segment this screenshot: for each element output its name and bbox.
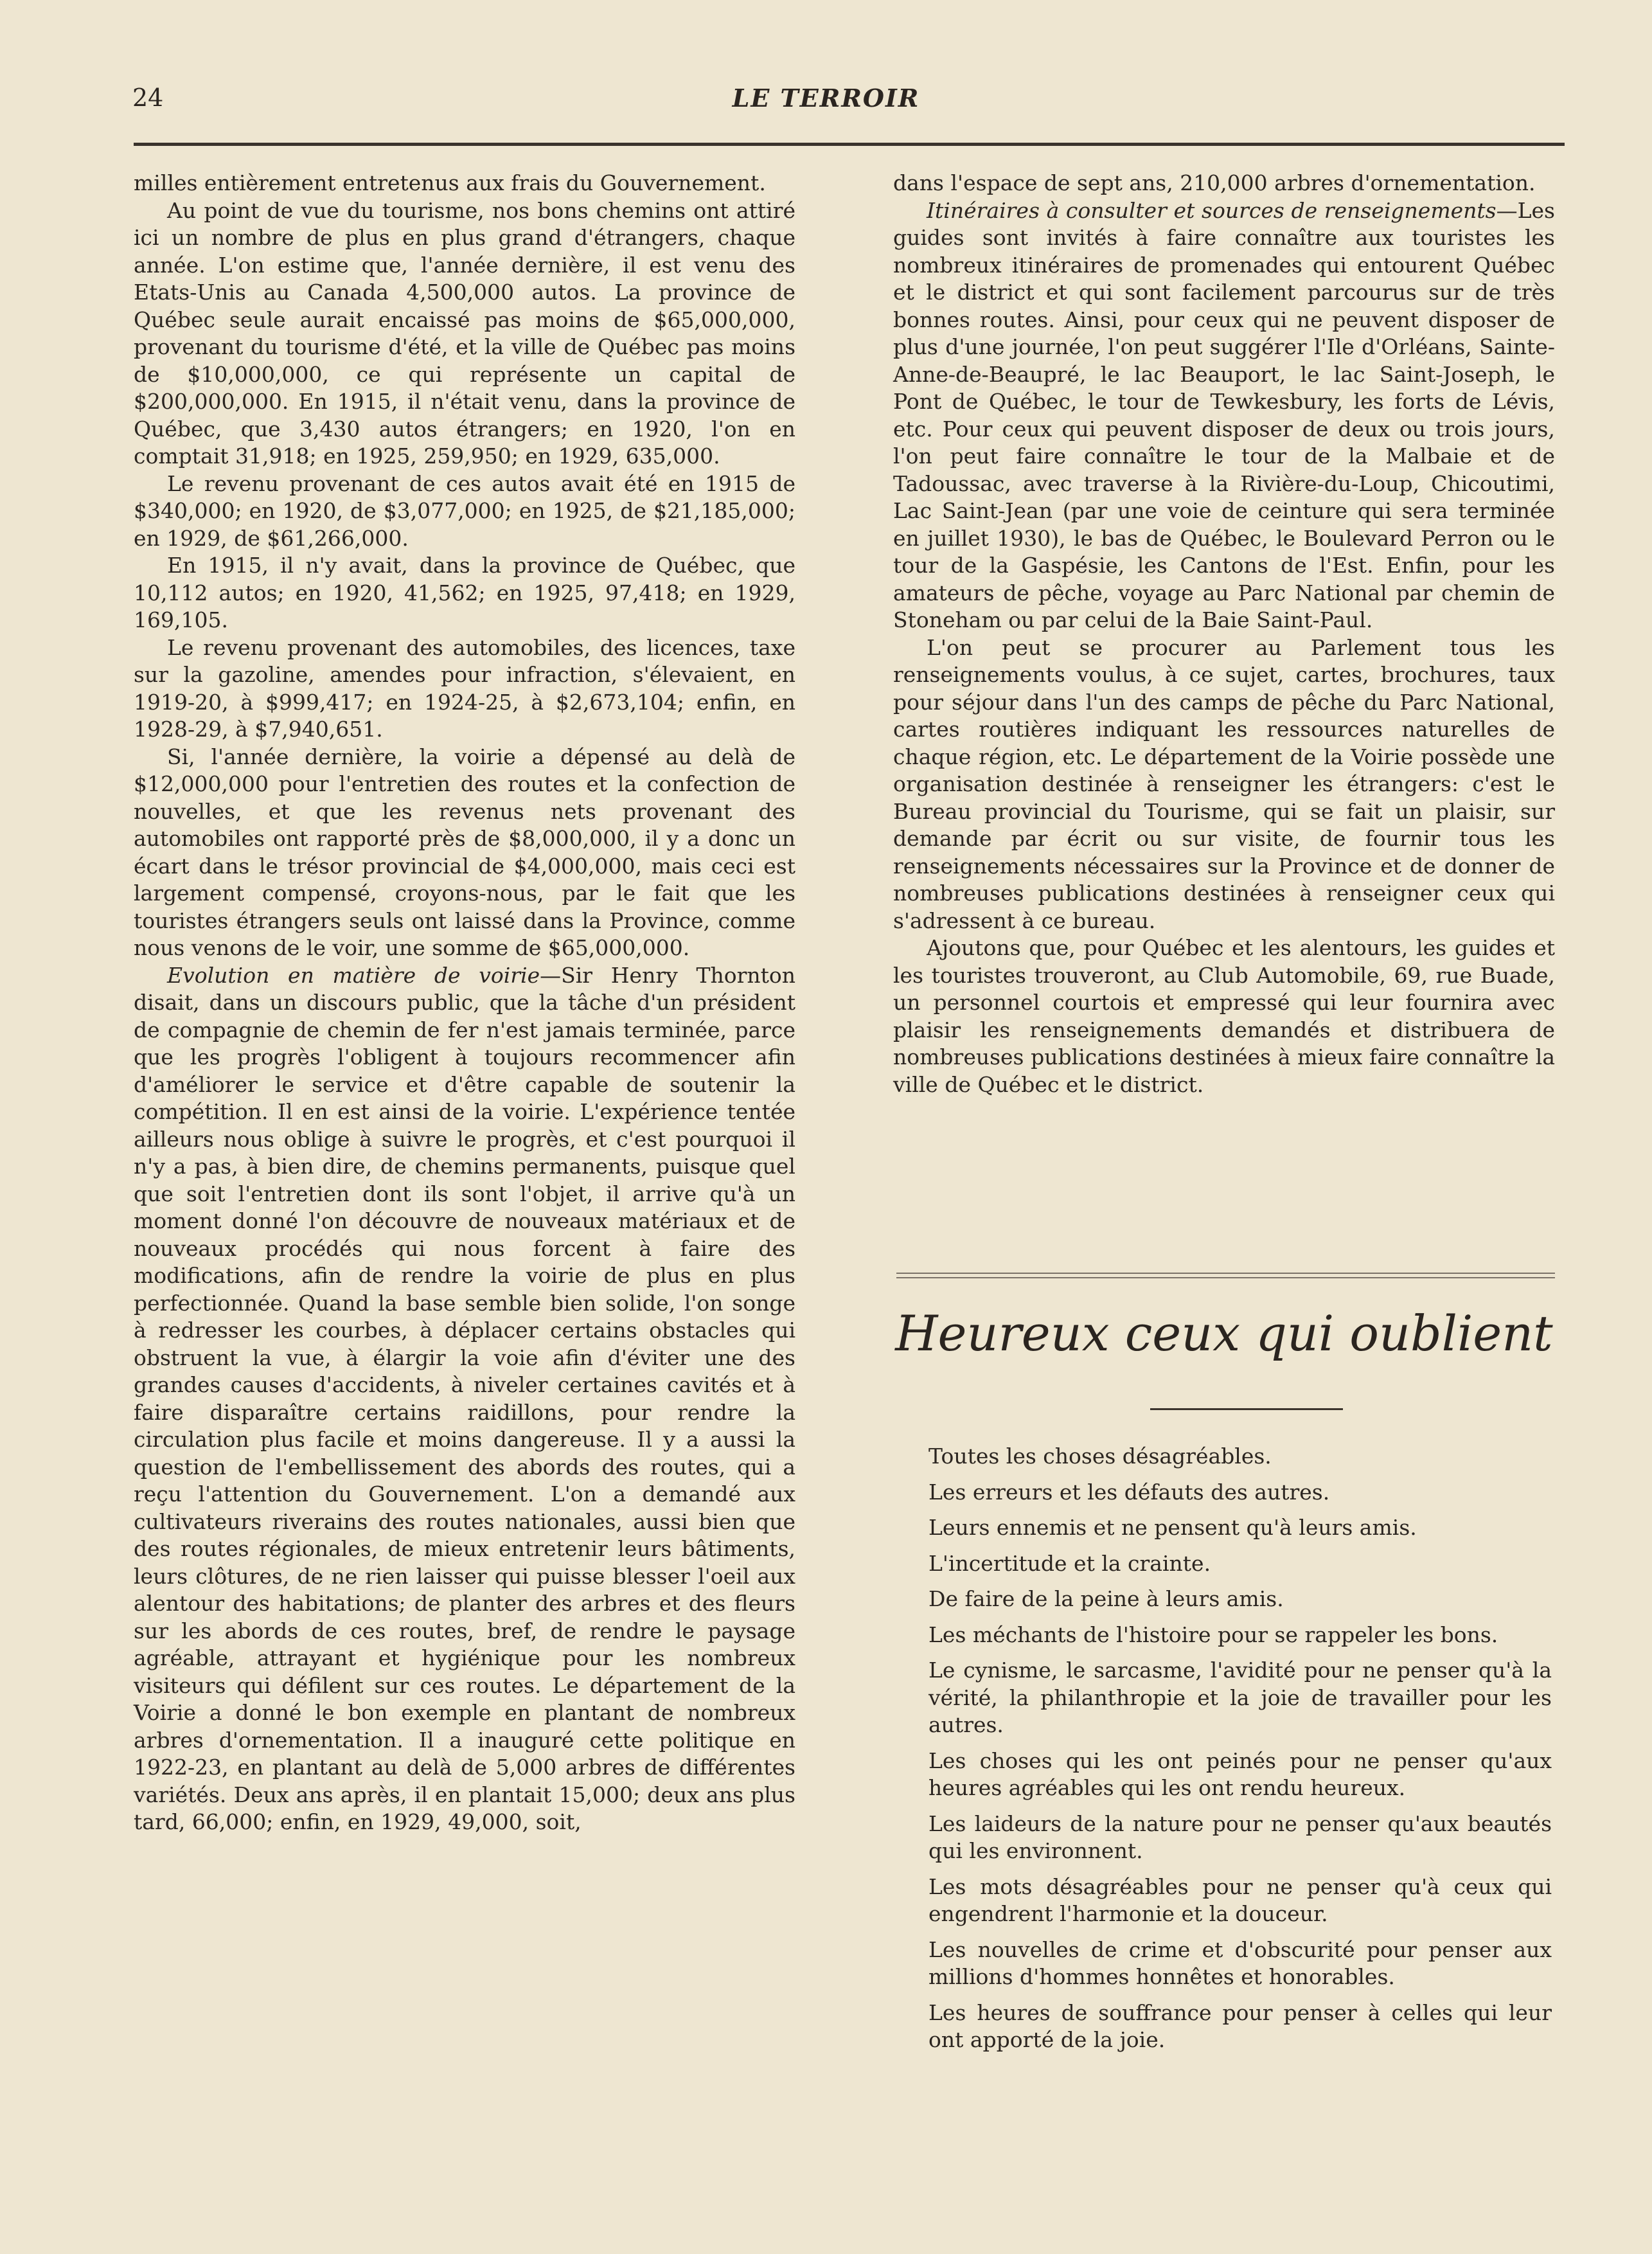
section-heading: Evolution en matière de voirie (167, 962, 540, 988)
paragraph: milles entièrement entretenus aux frais du Gouvernement. (134, 170, 766, 195)
section-divider (896, 1273, 1555, 1278)
poem-line: L'incertitude et la crainte. (928, 1550, 1211, 1576)
section-body: —Sir Henry Thornton disait, dans un discours public, que la tâche d'un président de compagnie de chemin de fer n'est jamais terminée, parce que les progrès l'obligent à toujours recommencer afin d'améliorer le service et d'être capable de soutenir la compétition. Il en est ainsi de la voirie. L'expérience tentée ailleurs nous oblige à suivre le progrès, et c'est pourquoi il n'y a pas, à bien dire, de chemins permanents, puisque quel que soit l'entretien dont ils sont l'objet, il arrive qu'à un moment donné l'on découvre de nouveaux matériaux et de nouveaux procédés qui nous forcent à faire des modifications, afin de rendre la voirie de plus en plus perfectionnée. Quand la base semble bien solide, l'on songe à redresser les courbes, à déplacer certains obstacles qui obstruent la vue, à élargir la voie afin d'éviter une des grandes causes d'accidents, à niveler certaines cavités et à faire disparaître certains raidillons, pour rendre la circulation plus facile et moins dangereuse. Il y a aussi la question de l'embellissement des abords des routes, qui a reçu l'attention du Gouvernement. L'on a demandé aux cultivateurs riverains des routes nationales, aussi bien que des routes régionales, de mieux entretenir leurs bâtiments, leurs clôtures, de ne rien laisser qui puisse blesser l'oeil aux alentour des habitations; de planter des arbres et des fleurs sur les abords de ces routes, bref, de rendre le paysage agréable, attrayant et hygiénique pour les nombreux visiteurs qui défilent sur ces routes. Le département de la Voirie a donné le bon exemple en plantant de nombreux arbres d'ornementation. Il a inauguré cette politique en 1922-23, en plantant au delà de 5,000 arbres de différentes variétés. Deux ans après, il en plantait 15,000; deux ans plus tard, 66,000; enfin, en 1929, 49,000, soit, (134, 962, 796, 1834)
poem-line: Leurs ennemis et ne pensent qu'à leurs amis. (928, 1515, 1417, 1540)
poem-line: Les erreurs et les défauts des autres. (928, 1479, 1330, 1505)
paragraph: Le revenu provenant des automobiles, des licences, taxe sur la gazoline, amendes pour infraction, s'élevaient, en 1919-20, à $999,417; en 1924-25, à $2,673,104; enfin, en 1928-29, à $7,940,651. (134, 634, 795, 742)
paragraph: L'on peut se procurer au Parlement tous les renseignements voulus, à ce sujet, cartes, brochures, taux pour séjour dans l'un des camps de pêche du Parc National, cartes routières indiquant les ressources naturelles de chaque région, etc. Le département de la Voirie possède une organisation destinée à renseigner les étrangers: c'est le Bureau provincial du Tourisme, qui se fait un plaisir, sur demande par écrit ou sur visite, de fournir tous les renseignements nécessaires sur la Province et de donner de nombreuses publications destinées à renseigner ceux qui s'adressent à ce bureau. (893, 634, 1555, 933)
paragraph: Au point de vue du tourisme, nos bons chemins ont attiré ici un nombre de plus en plus grand d'étrangers, chaque année. L'on estime que, l'année dernière, il est venu des Etats-Unis au Canada 4,500,000 autos. La province de Québec seule aurait encaissé pas moins de $65,000,000, provenant du tourisme d'été, et la ville de Québec pas moins de $10,000,000, ce qui représente un capital de $200,000,000. En 1915, il n'était venu, dans la province de Québec, que 3,430 autos étrangers; en 1920, l'on en comptait 31,918; en 1925, 259,950; en 1929, 635,000. (134, 197, 795, 469)
poem-line: Les mots désagréables pour ne penser qu'à ceux qui engendrent l'harmonie et la douceur. (928, 1874, 1552, 1926)
paragraph: Le revenu provenant de ces autos avait été en 1915 de $340,000; en 1920, de $3,077,000; en 1925, de $21,185,000; en 1929, de $61,266,000. (134, 470, 795, 551)
section-heading: Itinéraires à consulter et sources de renseignements (927, 197, 1497, 223)
poem-line: Les nouvelles de crime et d'obscurité pour penser aux millions d'hommes honnêtes et honorables. (928, 1936, 1552, 1989)
right-column (893, 170, 1555, 1098)
poem-line: Les choses qui les ont peinés pour ne penser qu'aux heures agréables qui les ont rendu heureux. (928, 1748, 1552, 1800)
title-underline (1150, 1408, 1343, 1410)
poem-line: Les heures de souffrance pour penser à celles qui leur ont apporté de la joie. (928, 1999, 1552, 2052)
page-number: 24 (132, 84, 164, 112)
paragraph: En 1915, il n'y avait, dans la province de Québec, que 10,112 autos; en 1920, 41,562; en 1925, 97,418; en 1929, 169,105. (134, 553, 795, 632)
running-title: LE TERROIR (732, 84, 920, 112)
paragraph (134, 962, 795, 1836)
poem-line: Les méchants de l'histoire pour se rappeler les bons. (928, 1622, 1498, 1647)
poem (928, 1443, 1552, 2062)
paragraph: Si, l'année dernière, la voirie a dépensé au delà de $12,000,000 pour l'entretien des routes et la confection de nouvelles, et que les revenus nets provenant des automobiles ont rapporté près de $8,000,000, il y a donc un écart dans le trésor provincial de $4,000,000, mais ceci est largement compensé, croyons-nous, par le fait que les touristes étrangers seuls ont laissé dans la Province, comme nous venons de le voir, une somme de $65,000,000. (134, 744, 795, 960)
poem-line: Le cynisme, le sarcasme, l'avidité pour ne penser qu'à la vérité, la philanthropie et la joie de travailler pour les autres. (928, 1658, 1552, 1737)
poem-title: Heureux ceux qui oublient (895, 1305, 1553, 1362)
left-column (134, 170, 795, 1836)
poem-line: De faire de la peine à leurs amis. (928, 1586, 1284, 1611)
header-rule (134, 143, 1565, 146)
paragraph: Ajoutons que, pour Québec et les alentours, les guides et les touristes trouveront, au Club Automobile, 69, rue Buade, un personnel courtois et empressé qui leur fournira avec plaisir les renseignements demandés et distribuera de nombreuses publications destinées à mieux faire connaître la ville de Québec et le district. (893, 935, 1555, 1097)
paragraph (893, 197, 1555, 634)
poem-line: Toutes les choses désagréables. (928, 1444, 1272, 1469)
paragraph: dans l'espace de sept ans, 210,000 arbres d'ornementation. (893, 170, 1536, 195)
section-body: —Les guides sont invités à faire connaître aux touristes les nombreux itinéraires de promenades qui entourent Québec et le district et qui sont facilement parcourus sur de très bonnes routes. Ainsi, pour ceux qui ne peuvent disposer de plus d'une journée, l'on peut suggérer l'Ile d'Orléans, Sainte-Anne-de-Beaupré, le lac Beauport, le lac Saint-Joseph, le Pont de Québec, le tour de Tewkesbury, les forts de Lévis, etc. Pour ceux qui peuvent disposer de deux ou trois jours, l'on peut faire connaître le tour de la Malbaie et de Tadoussac, avec traverse à la Rivière-du-Loup, Chicoutimi, Lac Saint-Jean (par une voie de ceinture qui sera terminée en juillet 1930), le bas de Québec, le Boulevard Perron ou le tour de la Gaspésie, les Cantons de l'Est. Enfin, pour les amateurs de pêche, voyage au Parc National par chemin de Stoneham ou par celui de la Baie Saint-Paul. (893, 197, 1555, 632)
poem-line: Les laideurs de la nature pour ne penser qu'aux beautés qui les environnent. (928, 1811, 1552, 1863)
